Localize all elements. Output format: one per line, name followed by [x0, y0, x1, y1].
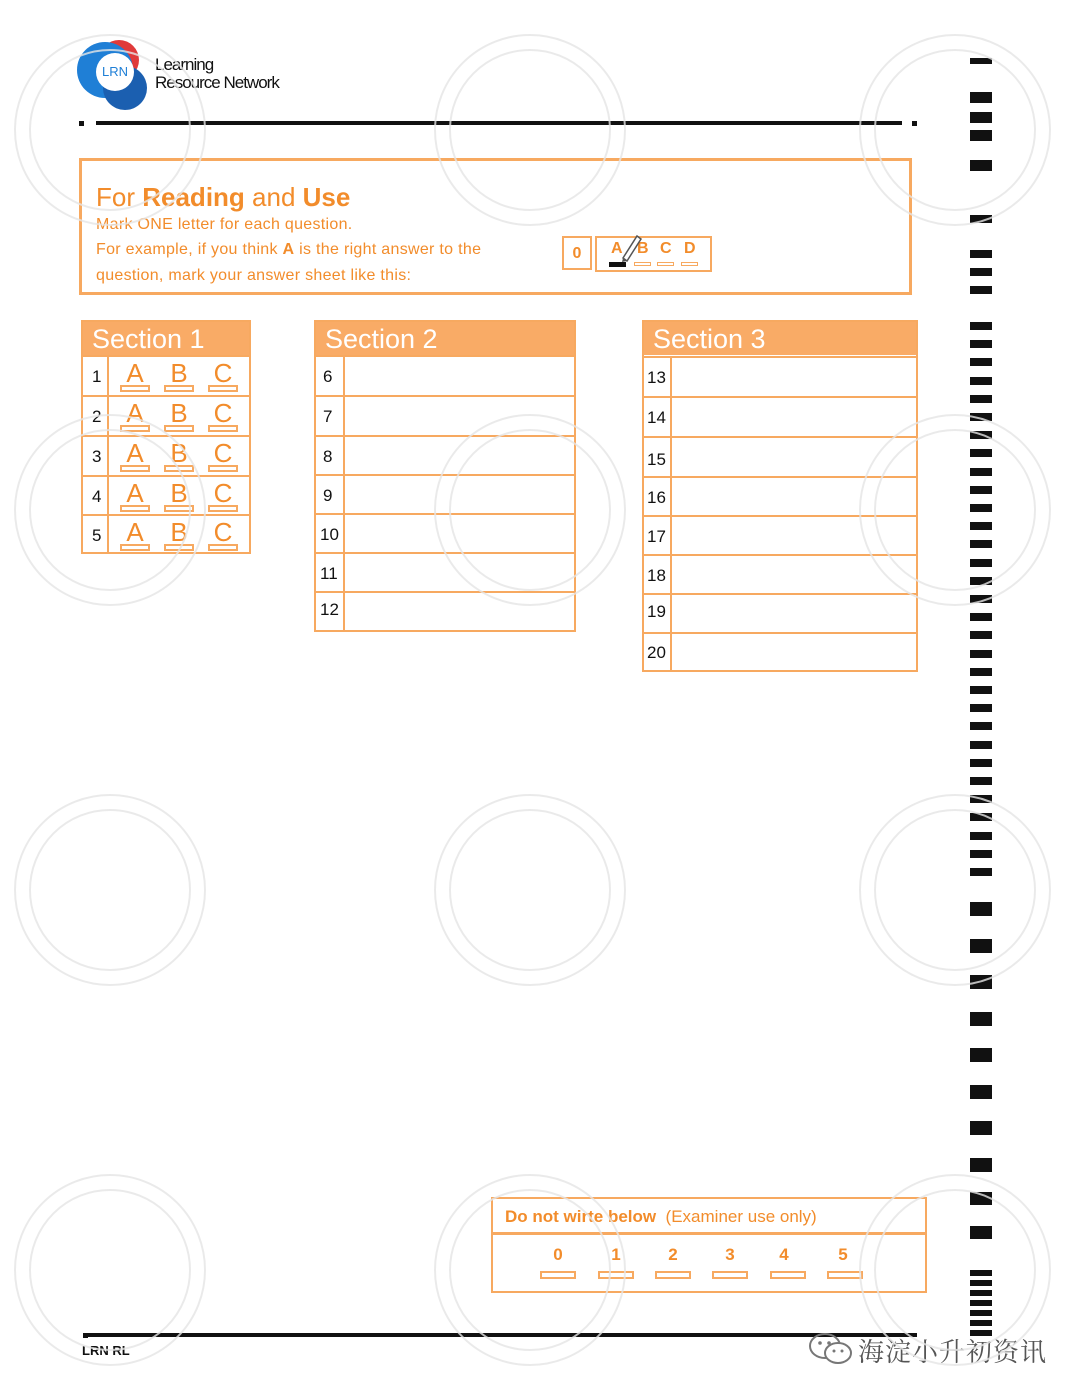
score-bubble-3[interactable] [712, 1271, 748, 1279]
section-2-row [316, 552, 574, 591]
timing-mark [970, 668, 992, 676]
score-bubble-5[interactable] [827, 1271, 863, 1279]
section-2-row [316, 591, 574, 630]
top-rule [96, 121, 902, 125]
answer-field-9[interactable] [347, 476, 574, 513]
answer-field-19[interactable] [674, 595, 916, 632]
option-b-label: B [170, 398, 188, 428]
question-number: 8 [316, 437, 345, 474]
answer-field-14[interactable] [674, 398, 916, 436]
option-a-label: A [126, 358, 144, 388]
timing-mark [970, 650, 992, 658]
timing-mark [970, 1320, 992, 1326]
section-3-row [644, 632, 916, 670]
answer-field-16[interactable] [674, 478, 916, 515]
logo-circles-icon [75, 36, 155, 116]
answer-bubble-3a[interactable] [120, 465, 150, 472]
examiner-box [491, 1197, 927, 1293]
registration-dot [79, 121, 84, 126]
timing-mark [970, 1310, 992, 1316]
answer-bubble-1c[interactable] [208, 385, 238, 392]
example-bar-d [681, 262, 698, 266]
timing-mark [970, 322, 992, 330]
section-3-title: Section 3 [644, 322, 916, 355]
score-label-0: 0 [553, 1245, 563, 1264]
answer-bubble-5c[interactable] [208, 544, 238, 551]
registration-dot [912, 121, 917, 126]
account-watermark: 海淀小升初资讯 [858, 1337, 1048, 1367]
section-3-table [642, 320, 918, 672]
timing-mark [970, 112, 992, 123]
timing-mark [970, 286, 992, 294]
answer-bubble-2b[interactable] [164, 425, 194, 432]
timing-mark [970, 577, 992, 585]
score-label-4: 4 [779, 1245, 789, 1264]
question-number: 5 [83, 516, 109, 552]
section-3-row [644, 436, 916, 476]
timing-mark [970, 631, 992, 639]
question-number: 17 [644, 517, 672, 554]
timing-mark [970, 777, 992, 785]
option-a-label: A [126, 517, 144, 547]
logo-wordmark [155, 56, 279, 92]
answer-field-20[interactable] [674, 634, 916, 670]
option-b-label: B [170, 517, 188, 547]
section-3-row [644, 356, 916, 396]
instructions-line-2: For example, if you think A is the right answer to the [96, 241, 482, 258]
question-number: 16 [644, 478, 672, 515]
timing-mark [970, 595, 992, 603]
answer-bubble-1b[interactable] [164, 385, 194, 392]
timing-mark [970, 486, 992, 494]
question-number: 1 [83, 357, 109, 395]
option-b-label: B [170, 358, 188, 388]
answer-field-6[interactable] [347, 357, 574, 395]
section-1-row [83, 355, 249, 395]
section-3-row [644, 515, 916, 554]
timing-mark [970, 722, 992, 730]
timing-mark [970, 215, 992, 223]
timing-mark [970, 340, 992, 348]
option-c-label: C [213, 398, 233, 428]
timing-mark [970, 1048, 992, 1062]
timing-mark [970, 431, 992, 439]
section-2-row [316, 435, 574, 474]
question-number: 7 [316, 397, 345, 435]
answer-field-10[interactable] [347, 515, 574, 552]
option-c-label: C [213, 358, 233, 388]
example-bar-c [657, 262, 674, 266]
timing-mark [970, 741, 992, 749]
question-number: 11 [316, 554, 345, 591]
section-3-row [644, 554, 916, 593]
timing-mark [970, 58, 992, 64]
form-code: LRN RL [82, 1343, 130, 1358]
score-label-5: 5 [838, 1245, 848, 1264]
examiner-title: Do not wirte below (Examiner use only) [505, 1207, 817, 1226]
option-c-label: C [213, 438, 233, 468]
answer-bubble-4b[interactable] [164, 505, 194, 512]
timing-mark [970, 1158, 992, 1172]
timing-mark [970, 1226, 992, 1239]
section-3-row [644, 593, 916, 632]
wechat-icon [808, 1332, 854, 1366]
score-label-1: 1 [611, 1245, 621, 1264]
timing-mark [970, 559, 992, 567]
question-number: 18 [644, 556, 672, 593]
question-number: 14 [644, 398, 672, 436]
example-answer [562, 236, 712, 272]
question-number: 9 [316, 476, 345, 513]
option-a-label: A [126, 478, 144, 508]
timing-mark [970, 975, 992, 989]
timing-mark [970, 449, 992, 457]
example-letter-b: B [637, 240, 649, 257]
section-3-row [644, 476, 916, 515]
timing-mark [970, 1280, 992, 1286]
timing-mark [970, 522, 992, 530]
timing-mark [970, 1300, 992, 1306]
timing-mark [970, 540, 992, 548]
timing-mark [970, 1270, 992, 1276]
lrn-logo [75, 36, 295, 116]
answer-field-7[interactable] [347, 397, 574, 435]
timing-mark [970, 1290, 992, 1296]
logo-line-2: Resource Network [155, 73, 279, 92]
timing-mark [970, 395, 992, 403]
score-bubble-0[interactable] [540, 1271, 576, 1279]
question-number: 19 [644, 595, 672, 632]
section-3-row [644, 396, 916, 436]
section-2-row [316, 474, 574, 513]
timing-mark [970, 832, 992, 840]
timing-mark [970, 468, 992, 476]
section-1-row [83, 475, 249, 514]
section-2-row [316, 355, 574, 395]
option-c-label: C [213, 478, 233, 508]
answer-bubble-5b[interactable] [164, 544, 194, 551]
timing-mark [970, 268, 992, 276]
timing-mark [970, 1192, 992, 1205]
example-bar-b [634, 262, 651, 266]
logo-line-1: Learning [155, 55, 214, 74]
score-label-3: 3 [725, 1245, 735, 1264]
answer-field-8[interactable] [347, 437, 574, 474]
example-filled-bar [609, 262, 626, 267]
question-number: 12 [316, 593, 345, 630]
answer-field-18[interactable] [674, 556, 916, 593]
example-letter-c: C [660, 240, 672, 257]
section-1-row [83, 514, 249, 552]
answer-bubble-2c[interactable] [208, 425, 238, 432]
section-2-row [316, 513, 574, 552]
question-number: 13 [644, 358, 672, 396]
timing-mark [970, 868, 992, 876]
examiner-divider [493, 1232, 925, 1235]
timing-mark [970, 250, 992, 258]
section-1-row [83, 395, 249, 435]
instructions-line-1: Mark ONE letter for each question. [96, 216, 353, 233]
timing-mark [970, 160, 992, 171]
timing-mark [970, 504, 992, 512]
answer-field-12[interactable] [347, 593, 574, 630]
timing-mark [970, 902, 992, 916]
timing-mark [970, 1085, 992, 1099]
example-letter-d: D [684, 240, 696, 257]
example-options [595, 236, 712, 272]
timing-mark [970, 813, 992, 821]
section-2-table [314, 320, 576, 632]
answer-bubble-3c[interactable] [208, 465, 238, 472]
answer-bubble-1a[interactable] [120, 385, 150, 392]
answer-bubble-3b[interactable] [164, 465, 194, 472]
section-1-table [81, 320, 251, 554]
score-bubble-1[interactable] [598, 1271, 634, 1279]
timing-mark [970, 704, 992, 712]
option-a-label: A [126, 438, 144, 468]
example-number: 0 [562, 236, 592, 270]
answer-field-15[interactable] [674, 438, 916, 476]
answer-field-11[interactable] [347, 554, 574, 591]
section-1-row [83, 435, 249, 475]
question-number: 20 [644, 634, 672, 670]
logo-badge: LRN [102, 64, 129, 79]
timing-mark [970, 377, 992, 385]
bottom-rule [87, 1333, 917, 1337]
question-number: 15 [644, 438, 672, 476]
timing-mark [970, 1121, 992, 1135]
section-2-title: Section 2 [316, 322, 574, 355]
score-label-2: 2 [668, 1245, 678, 1264]
answer-field-13[interactable] [674, 358, 916, 396]
option-b-label: B [170, 438, 188, 468]
option-a-label: A [126, 398, 144, 428]
score-bubble-2[interactable] [655, 1271, 691, 1279]
section-2-row [316, 395, 574, 435]
section-1-title: Section 1 [83, 322, 249, 355]
instructions-line-3: question, mark your answer sheet like this: [96, 267, 412, 284]
answer-bubble-2a[interactable] [120, 425, 150, 432]
timing-mark [970, 613, 992, 621]
question-number: 6 [316, 357, 345, 395]
timing-mark [970, 759, 992, 767]
option-b-label: B [170, 478, 188, 508]
score-bubble-4[interactable] [770, 1271, 806, 1279]
question-number: 2 [83, 397, 109, 435]
answer-bubble-5a[interactable] [120, 544, 150, 551]
pencil-icon [619, 232, 643, 262]
question-number: 4 [83, 477, 109, 514]
timing-mark [970, 1012, 992, 1026]
answer-field-17[interactable] [674, 517, 916, 554]
timing-mark [970, 939, 992, 953]
option-c-label: C [213, 517, 233, 547]
timing-mark [970, 850, 992, 858]
timing-mark [970, 795, 992, 803]
timing-mark [970, 130, 992, 141]
timing-mark [970, 92, 992, 103]
question-number: 10 [316, 515, 345, 552]
instructions-title: For Reading and Use [96, 182, 351, 212]
timing-mark [970, 686, 992, 694]
timing-mark [970, 358, 992, 366]
answer-bubble-4c[interactable] [208, 505, 238, 512]
timing-mark [970, 413, 992, 421]
example-letter-a: A [611, 240, 623, 257]
answer-bubble-4a[interactable] [120, 505, 150, 512]
question-number: 3 [83, 437, 109, 475]
